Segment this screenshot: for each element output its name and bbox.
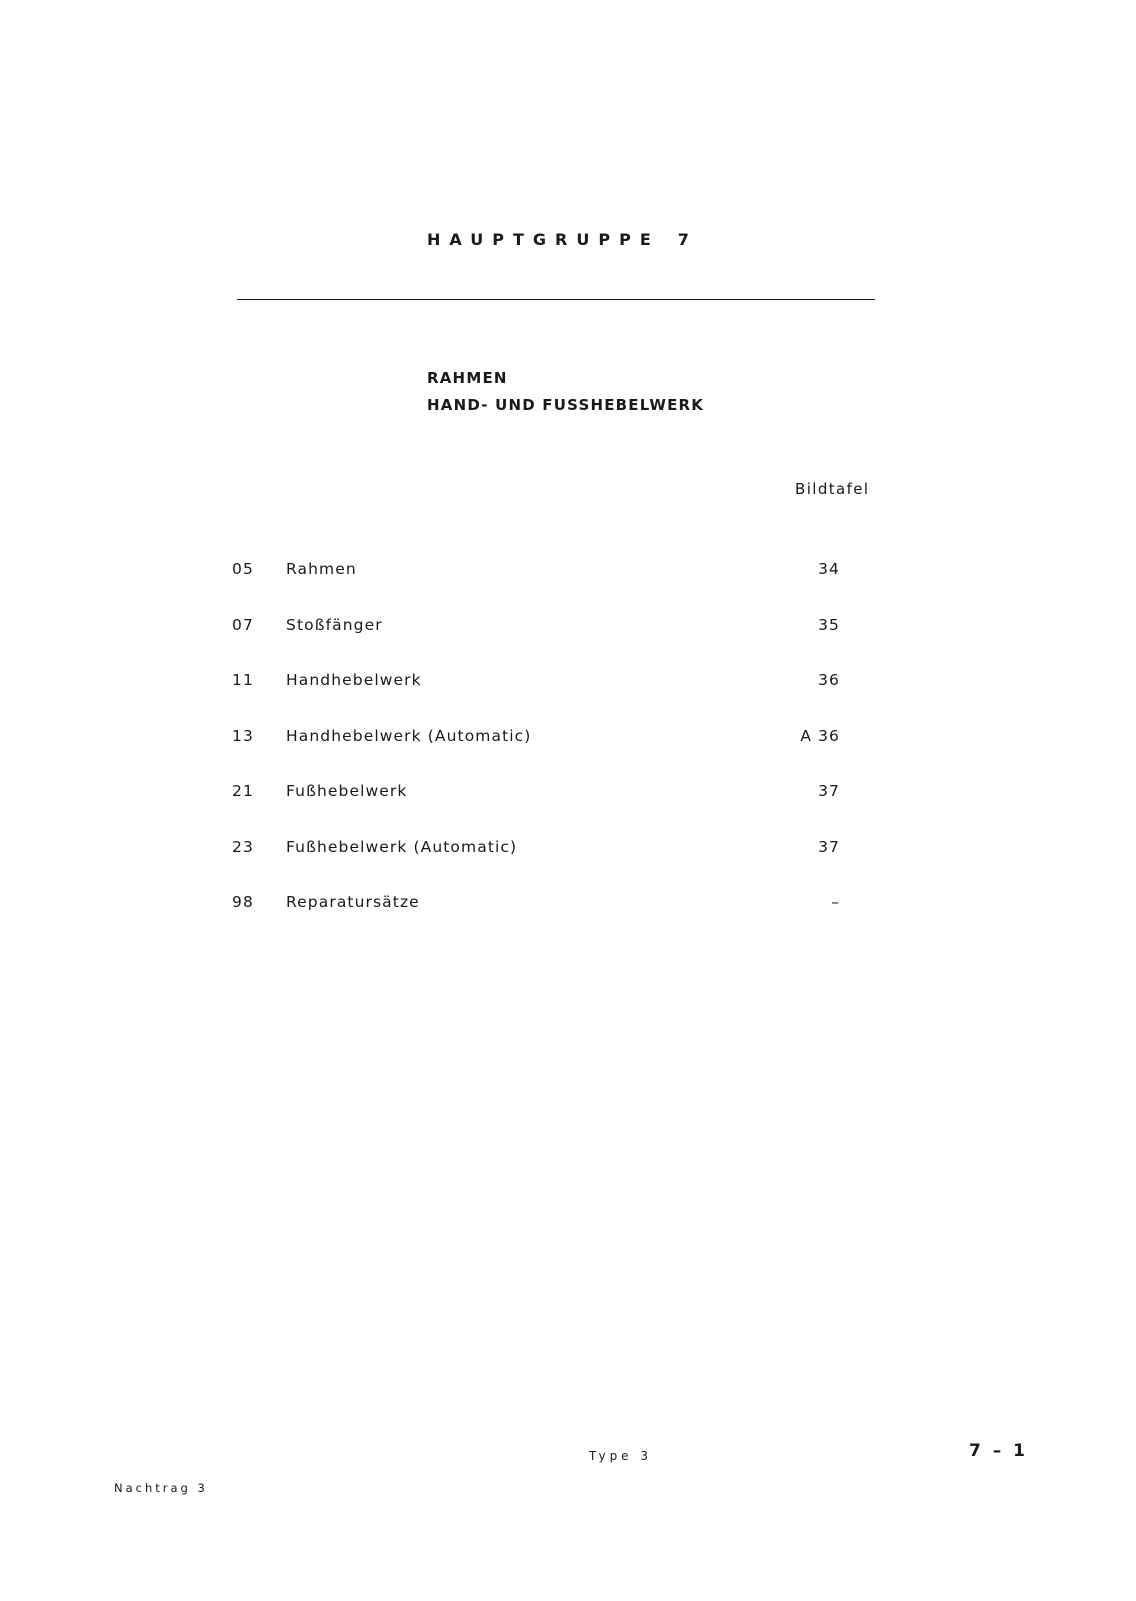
- toc-row: [232, 782, 872, 838]
- toc-code: 07: [232, 615, 254, 634]
- toc-label: Fußhebelwerk (Automatic): [286, 837, 518, 856]
- toc-row: [232, 671, 872, 727]
- toc-code: 98: [232, 893, 254, 911]
- footer-supplement-note: Nachtrag 3: [114, 1481, 208, 1495]
- plate-column-header: Bildtafel: [795, 480, 870, 498]
- toc-label: Handhebelwerk (Automatic): [286, 726, 532, 745]
- toc-label: Rahmen: [286, 560, 357, 578]
- footer-page-number: 7 – 1: [969, 1441, 1028, 1461]
- toc-plate: 36: [818, 671, 840, 689]
- toc-row: [232, 893, 872, 949]
- toc-row: [232, 560, 872, 616]
- toc-plate: –: [831, 893, 840, 911]
- main-group-label: HAUPTGRUPPE: [427, 230, 660, 249]
- toc-label: Stoßfänger: [286, 615, 383, 634]
- toc-plate: 34: [818, 560, 840, 578]
- toc-code: 05: [232, 560, 254, 578]
- toc-label: Handhebelwerk: [286, 671, 422, 689]
- toc-code: 23: [232, 837, 254, 856]
- toc-plate: 37: [818, 782, 840, 800]
- toc-plate: 35: [818, 615, 840, 634]
- section-title-levers: HAND- UND FUSSHEBELWERK: [427, 396, 705, 414]
- heading-divider: [237, 299, 875, 300]
- toc-label: Fußhebelwerk: [286, 782, 408, 800]
- toc-row: [232, 727, 872, 783]
- toc-plate: A 36: [800, 726, 840, 745]
- section-title-frame: RAHMEN: [427, 369, 508, 387]
- toc-label: Reparatursätze: [286, 893, 420, 911]
- main-group-heading: [427, 230, 698, 249]
- main-group-number: 7: [677, 230, 698, 249]
- toc-code: 13: [232, 726, 254, 745]
- toc-code: 21: [232, 782, 254, 800]
- table-of-contents: [232, 560, 872, 949]
- toc-plate: 37: [818, 837, 840, 856]
- toc-row: [232, 616, 872, 672]
- toc-code: 11: [232, 671, 254, 689]
- footer-vehicle-type: Type 3: [589, 1449, 653, 1463]
- toc-row: [232, 838, 872, 894]
